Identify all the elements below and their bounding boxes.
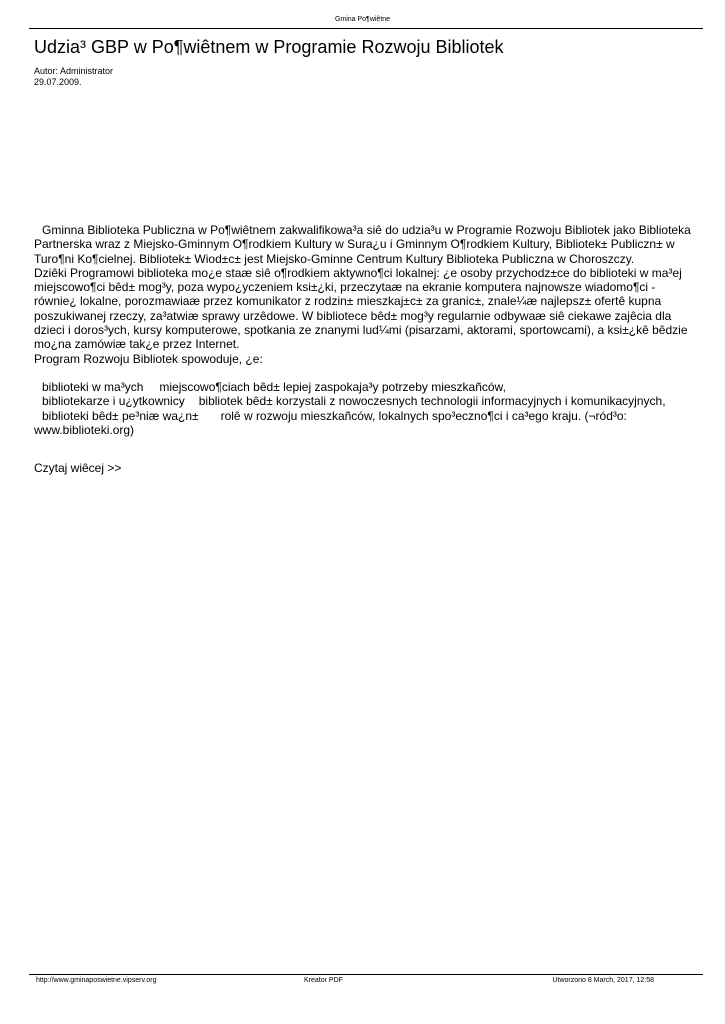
benefits-list: [34, 380, 694, 437]
paragraph-list-intro: Program Rozwoju Bibliotek spowoduje, ¿e:: [34, 351, 263, 366]
article-body: [34, 223, 694, 475]
read-more-link[interactable]: Czytaj wiêcej >>: [34, 461, 122, 476]
article-title: Udzia³ GBP w Po¶wiêtnem w Programie Rozwoju Bibliotek: [34, 37, 504, 57]
list-item-part: bibliotekarze i u¿ytkownicy: [42, 394, 185, 409]
list-item: [34, 394, 694, 408]
paragraph-intro: Gminna Biblioteka Publiczna w Po¶wiêtnem zakwalifikowa³a siê do udzia³u w Programie Rozwoju Bibliotek jako Biblioteka Partnerska wraz z Miejsko-Gminnym O¶rodkiem Kultury w Sura¿u i Gminnym O¶rodkiem Kultury, Bibliotek± Publiczn± w Turo¶ni Ko¶cielnej. Bibliotek± Wiod±c± jest Miejsko-Gminne Centrum Kultury Biblioteka Publiczna w Choroszczy.: [34, 223, 691, 266]
page-footer: [36, 976, 654, 985]
article-author: Autor: Administrator: [34, 66, 114, 76]
list-item-part: rolê w rozwoju mieszkañców, lokalnych spo³eczno¶ci i ca³ego kraju. (¬ród³o: www.biblioteki.org): [34, 408, 627, 437]
article-date: 29.07.2009.: [34, 77, 82, 87]
list-item-part: biblioteki w ma³ych: [42, 379, 144, 394]
list-item: [34, 409, 694, 438]
list-item-part: bibliotek bêd± korzystali z nowoczesnych technologii informacyjnych i komunikacyjnych,: [198, 394, 666, 409]
list-item: [34, 380, 694, 394]
footer-divider: [29, 974, 703, 975]
footer-generator: Kreator PDF: [304, 977, 343, 984]
list-item-part: biblioteki bêd± pe³niæ wa¿n±: [42, 408, 199, 423]
site-name: Gmina Po¶wiêtne: [334, 16, 391, 23]
list-item-part: miejscowo¶ciach bêd± lepiej zaspokaja³y potrzeby mieszkañców,: [159, 379, 506, 394]
page-header: [0, 15, 725, 24]
article-meta: [34, 66, 113, 88]
footer-created-date: Utworzono 8 March, 2017, 12:58: [552, 977, 654, 984]
footer-url: http://www.gminaposwietne.vipserv.org: [36, 977, 157, 984]
header-divider: [29, 28, 703, 29]
paragraph-benefits: Dziêki Programowi biblioteka mo¿e staæ siê o¶rodkiem aktywno¶ci lokalnej: ¿e osoby przychodz±ce do biblioteki w ma³ej miejscowo¶ci bêd± mog³y, poza wypo¿yczeniem ksi±¿ki, przeczytaæ na ekranie komputera najnowsze wiadomo¶ci - równie¿ lokalne, porozmawiaæ przez komunikator z rodzin± mieszkaj±c± za granic±, znale¼æ najlepsz± ofertê kupna poszukiwanej rzeczy, za³atwiæ sprawy urzêdowe. W bibliotece bêd± mog³y regularnie odbywaæ siê ciekawe zajêcia dla dzieci i doros³ych, kursy komputerowe, spotkania ze znanymi lud¼mi (pisarzami, aktorami, sportowcami), a ksi±¿kê bêdzie mo¿na zamówiæ tak¿e przez Internet.: [34, 265, 688, 352]
